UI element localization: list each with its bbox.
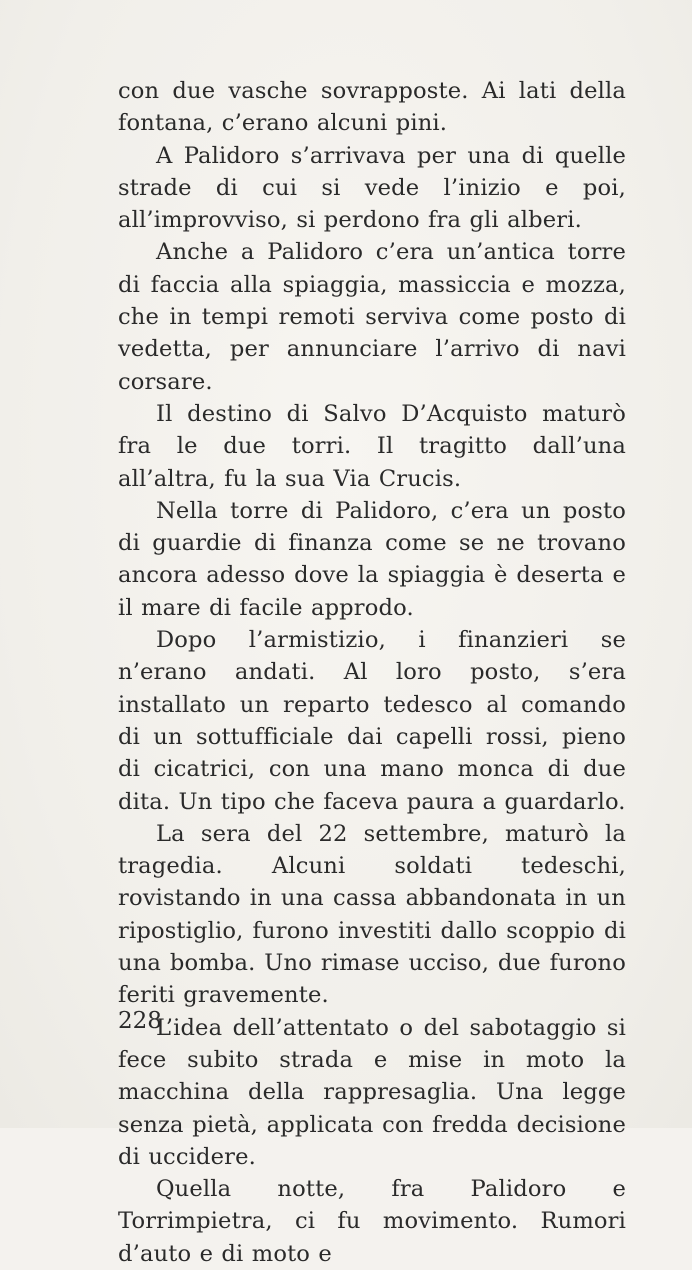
page-number: 228 <box>118 1008 162 1034</box>
paragraph: Quella notte, fra Palidoro e Torrimpietra, ci fu movimento. Rumori d’auto e di moto e <box>118 1176 626 1267</box>
paragraph: Nella torre di Palidoro, c’era un posto di guardie di finanza come se ne trovano ancora adesso dove la spiaggia è deserta e il mare di facile approdo. <box>118 497 626 621</box>
paragraph: Dopo l’armistizio, i finanzieri se n’erano andati. Al loro posto, s’era installato un reparto tedesco al comando di un sottufficiale dai capelli rossi, pieno di cicatrici, con una mano monca di due dita. Un tipo che faceva paura a guardarlo. <box>118 627 626 815</box>
paragraph: Il destino di Salvo D’Acquisto maturò fra le due torri. Il tragitto dall’una all’altra, fu la sua Via Crucis. <box>118 400 626 492</box>
paragraph: Anche a Palidoro c’era un’antica torre di faccia alla spiaggia, massiccia e mozza, che in tempi remoti serviva come posto di vedetta, per annunciare l’arrivo di navi corsare. <box>118 239 626 395</box>
body-text <box>118 75 626 1270</box>
paragraph-continued: con due vasche sovrapposte. Ai lati della fontana, c’erano alcuni pini. <box>118 78 626 137</box>
paragraph: La sera del 22 settembre, maturò la tragedia. Alcuni soldati tedeschi, rovistando in una cassa abbandonata in un ripostiglio, furono investiti dallo scoppio di una bomba. Uno rimase ucciso, due furono feriti gravemente. <box>118 820 626 1009</box>
paragraph: L’idea dell’attentato o del sabotaggio si fece subito strada e mise in moto la macchina della rappresaglia. Una legge senza pietà, applicata con fredda decisione di uccidere. <box>118 1014 626 1170</box>
paragraph: A Palidoro s’arrivava per una di quelle strade di cui si vede l’inizio e poi, all’improvviso, si perdono fra gli alberi. <box>118 142 626 234</box>
